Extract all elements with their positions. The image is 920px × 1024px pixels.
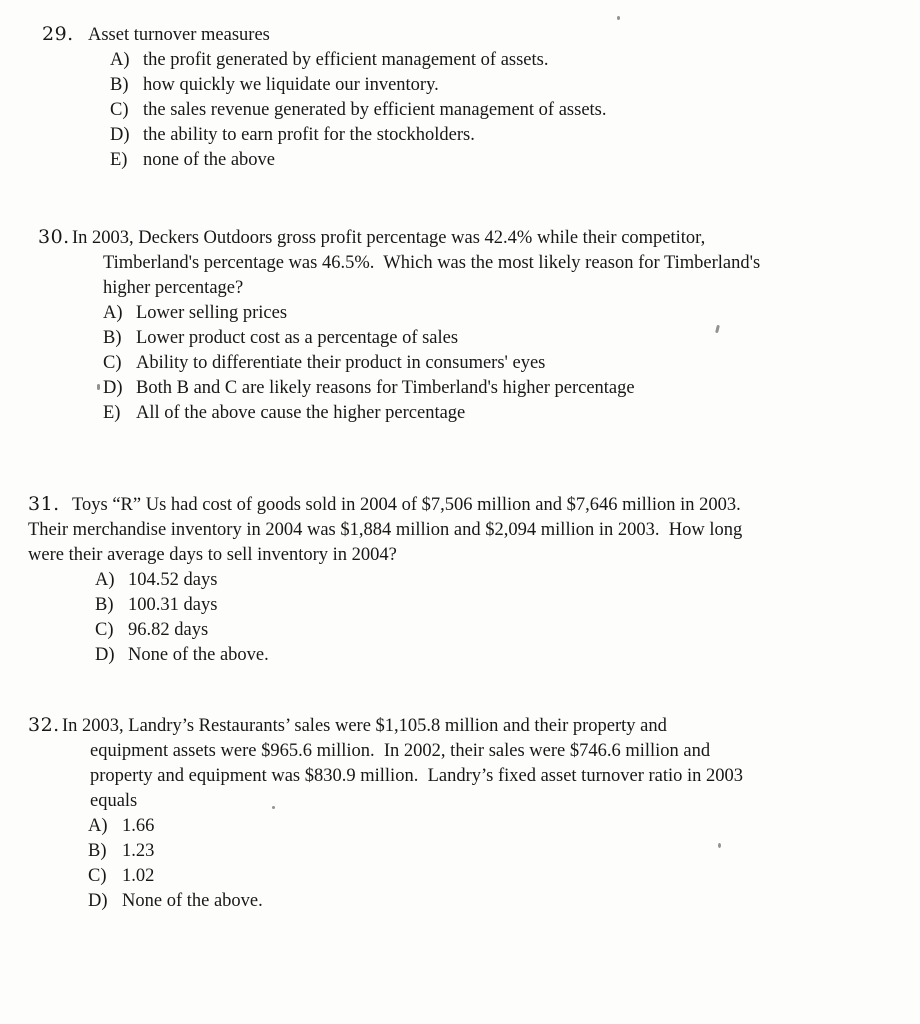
option-text: 96.82 days	[128, 620, 209, 640]
option-text: Ability to differentiate their product in consumers' eyes	[136, 353, 546, 373]
option-label: D)	[103, 378, 123, 398]
scan-speck	[97, 384, 100, 390]
option-29-c	[0, 98, 920, 123]
question-30-stem	[0, 225, 920, 251]
option-label: A)	[103, 303, 123, 323]
option-text: the profit generated by efficient management of assets.	[143, 50, 549, 70]
option-31-a	[0, 568, 920, 593]
question-30-stem-line3: higher percentage?	[103, 278, 244, 298]
question-29-number: 29.	[42, 23, 74, 45]
option-text: None of the above.	[122, 891, 263, 911]
option-text: the sales revenue generated by efficient management of assets.	[143, 100, 607, 120]
option-text: the ability to earn profit for the stockholders.	[143, 125, 475, 145]
question-32-stem-line2: equipment assets were $965.6 million. In 2002, their sales were $746.6 million and	[90, 741, 711, 761]
question-31	[0, 492, 920, 668]
question-30-number: 30.	[38, 226, 70, 248]
question-31-stem-text: Toys “R” Us had cost of goods sold in 2004 of $7,506 million and $7,646 million in 2003.	[72, 495, 741, 515]
option-label: E)	[110, 150, 128, 170]
question-31-options	[0, 568, 920, 668]
option-label: D)	[95, 645, 115, 665]
option-30-c	[0, 351, 920, 376]
option-label: B)	[88, 841, 107, 861]
option-30-a	[0, 301, 920, 326]
option-label: D)	[110, 125, 130, 145]
option-31-b	[0, 593, 920, 618]
option-text: 104.52 days	[128, 570, 218, 590]
option-30-e	[0, 401, 920, 426]
option-31-d	[0, 643, 920, 668]
question-31-stem-line2: Their merchandise inventory in 2004 was $1,884 million and $2,094 million in 2003. How long	[28, 520, 743, 540]
option-text: Lower product cost as a percentage of sales	[136, 328, 459, 348]
question-32-stem-line4: equals	[90, 791, 138, 811]
question-31-stem-line3: were their average days to sell inventory in 2004?	[28, 545, 397, 565]
question-32-stem-text: In 2003, Landry’s Restaurants’ sales were $1,105.8 million and their property and	[62, 716, 667, 736]
option-29-a	[0, 48, 920, 73]
question-30-stem-text: In 2003, Deckers Outdoors gross profit percentage was 42.4% while their competitor,	[72, 228, 706, 248]
question-29	[0, 22, 920, 173]
option-label: C)	[88, 866, 107, 886]
option-text: All of the above cause the higher percentage	[136, 403, 466, 423]
option-label: B)	[110, 75, 129, 95]
question-31-number: 31.	[28, 493, 60, 515]
option-text: 1.66	[122, 816, 155, 836]
question-29-stem-text: Asset turnover measures	[88, 25, 270, 45]
option-text: 100.31 days	[128, 595, 218, 615]
scan-speck	[617, 16, 620, 20]
scan-speck	[718, 843, 721, 848]
question-30	[0, 225, 920, 426]
question-32-stem	[0, 713, 920, 739]
option-32-d	[0, 889, 920, 914]
scan-speck	[272, 806, 275, 809]
question-30-stem-line2: Timberland's percentage was 46.5%. Which was the most likely reason for Timberland's	[103, 253, 761, 273]
option-30-b	[0, 326, 920, 351]
option-label: C)	[95, 620, 114, 640]
option-29-d	[0, 123, 920, 148]
option-text: Lower selling prices	[136, 303, 288, 323]
question-29-stem	[0, 22, 920, 48]
option-label: C)	[103, 353, 122, 373]
option-label: A)	[88, 816, 108, 836]
option-text: None of the above.	[128, 645, 269, 665]
question-29-options	[0, 48, 920, 173]
option-label: B)	[95, 595, 114, 615]
question-32-stem-line3: property and equipment was $830.9 million. Landry’s fixed asset turnover ratio in 2003	[90, 766, 744, 786]
option-31-c	[0, 618, 920, 643]
question-30-options	[0, 301, 920, 426]
option-32-b	[0, 839, 920, 864]
question-32-options	[0, 814, 920, 914]
option-29-e	[0, 148, 920, 173]
option-label: A)	[95, 570, 115, 590]
option-label: E)	[103, 403, 121, 423]
option-label: C)	[110, 100, 129, 120]
option-text: Both B and C are likely reasons for Timberland's higher percentage	[136, 378, 635, 398]
question-31-stem	[0, 492, 920, 518]
option-29-b	[0, 73, 920, 98]
option-text: none of the above	[143, 150, 276, 170]
option-label: B)	[103, 328, 122, 348]
question-32	[0, 713, 920, 914]
option-text: 1.02	[122, 866, 155, 886]
option-text: how quickly we liquidate our inventory.	[143, 75, 439, 95]
option-30-d	[0, 376, 920, 401]
question-32-number: 32.	[28, 714, 60, 736]
option-32-c	[0, 864, 920, 889]
option-label: A)	[110, 50, 130, 70]
option-text: 1.23	[122, 841, 155, 861]
option-label: D)	[88, 891, 108, 911]
option-32-a	[0, 814, 920, 839]
